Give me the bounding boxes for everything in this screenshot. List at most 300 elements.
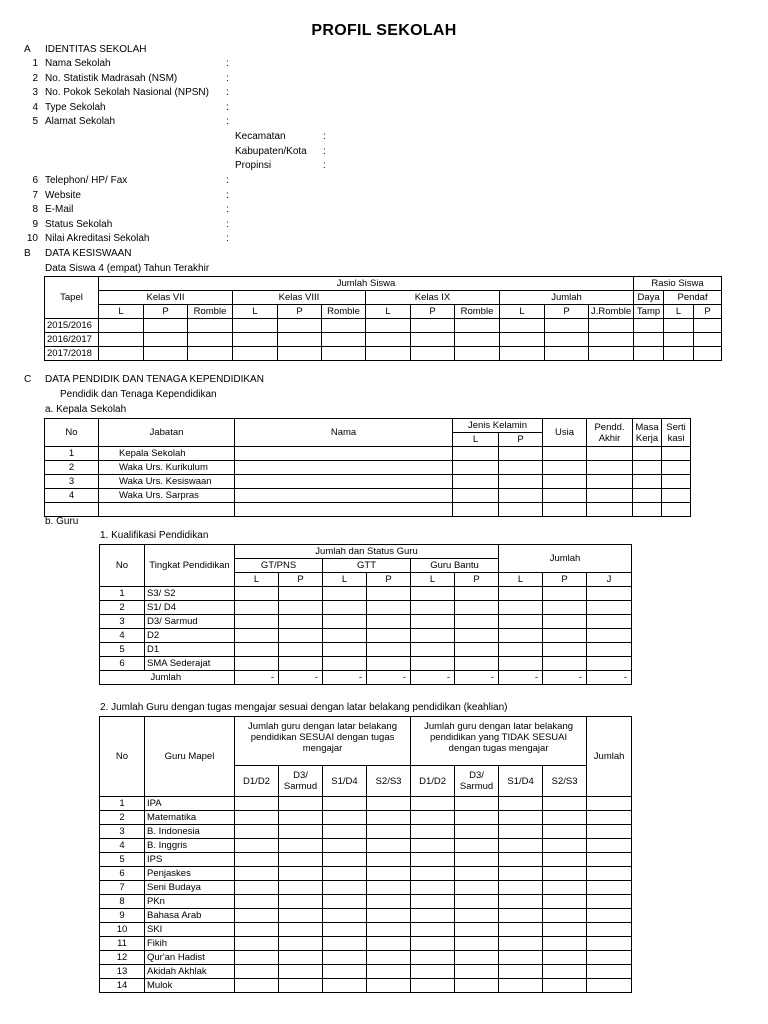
- empty-cell: [366, 319, 411, 333]
- table-row: [100, 825, 632, 839]
- kualifikasi-table: [99, 544, 632, 685]
- field-colon: :: [226, 233, 229, 245]
- sub-header: L: [235, 573, 279, 587]
- empty-cell: [694, 319, 722, 333]
- header-rasio-siswa: Rasio Siswa: [634, 277, 722, 291]
- table-row: [100, 979, 632, 993]
- tingkat-cell: D2: [145, 629, 235, 643]
- sub-header: P: [455, 573, 499, 587]
- empty-cell: [367, 825, 411, 839]
- header-jabatan: Jabatan: [99, 419, 235, 447]
- empty-cell: [235, 867, 279, 881]
- empty-cell: [543, 643, 587, 657]
- empty-cell: [367, 853, 411, 867]
- empty-cell: [367, 643, 411, 657]
- empty-cell: [543, 489, 587, 503]
- sub-header: L: [366, 305, 411, 319]
- empty-cell: [499, 867, 543, 881]
- total-cell: -: [367, 671, 411, 685]
- empty-cell: [279, 867, 323, 881]
- row-number: 2: [100, 601, 145, 615]
- empty-cell: [279, 881, 323, 895]
- field-number: 2: [32, 72, 38, 84]
- header-kelas-ix: Kelas IX: [366, 291, 500, 305]
- empty-cell: [500, 347, 545, 361]
- address-sub-label: Kabupaten/Kota: [235, 145, 307, 157]
- empty-cell: [694, 347, 722, 361]
- empty-cell: [662, 447, 691, 461]
- empty-cell: [499, 811, 543, 825]
- table-row: [100, 629, 632, 643]
- header-jumlah-status: Jumlah dan Status Guru: [235, 545, 499, 559]
- empty-cell: [279, 825, 323, 839]
- header-s1d4: S1/D4: [323, 766, 367, 797]
- empty-cell: [411, 629, 455, 643]
- year-cell: 2016/2017: [45, 333, 99, 347]
- empty-cell: [543, 657, 587, 671]
- tingkat-cell: SMA Sederajat: [145, 657, 235, 671]
- empty-cell: [543, 587, 587, 601]
- empty-cell: [543, 475, 587, 489]
- empty-cell: [323, 643, 367, 657]
- empty-cell: [323, 923, 367, 937]
- field-label: Nama Sekolah: [45, 58, 111, 69]
- empty-cell: [587, 489, 633, 503]
- empty-cell: [543, 503, 587, 517]
- empty-cell: [367, 923, 411, 937]
- empty-cell: [45, 503, 99, 517]
- empty-cell: [233, 319, 278, 333]
- row-number: 12: [100, 951, 145, 965]
- field-number: 7: [32, 189, 38, 201]
- empty-cell: [279, 895, 323, 909]
- empty-cell: [499, 881, 543, 895]
- empty-cell: [543, 867, 587, 881]
- empty-cell: [323, 839, 367, 853]
- mapel-label: 2. Jumlah Guru dengan tugas mengajar sesuai dengan latar belakang pendidikan (keahlian): [100, 702, 508, 713]
- table-row: [100, 811, 632, 825]
- total-cell: -: [587, 671, 632, 685]
- jabatan-cell: Waka Urs. Kesiswaan: [99, 475, 235, 489]
- empty-cell: [367, 979, 411, 993]
- empty-cell: [411, 965, 455, 979]
- empty-cell: [411, 797, 455, 811]
- total-cell: -: [455, 671, 499, 685]
- empty-cell: [587, 867, 632, 881]
- table-row: [100, 657, 632, 671]
- sub-header: P: [367, 573, 411, 587]
- empty-cell: [366, 333, 411, 347]
- header-no: No: [45, 419, 99, 447]
- empty-cell: [279, 853, 323, 867]
- row-number: 11: [100, 937, 145, 951]
- empty-cell: [411, 923, 455, 937]
- empty-cell: [235, 881, 279, 895]
- section-c-letter: C: [24, 374, 32, 385]
- row-number: 10: [100, 923, 145, 937]
- empty-cell: [323, 601, 367, 615]
- empty-cell: [543, 881, 587, 895]
- empty-cell: [235, 979, 279, 993]
- total-label: Jumlah: [145, 671, 235, 685]
- empty-cell: [411, 979, 455, 993]
- sub-header: J.Romble: [589, 305, 634, 319]
- empty-cell: [662, 475, 691, 489]
- header-gtpns: GT/PNS: [235, 559, 323, 573]
- field-colon: :: [226, 189, 229, 201]
- empty-cell: [587, 951, 632, 965]
- empty-cell: [543, 853, 587, 867]
- empty-cell: [587, 839, 632, 853]
- empty-cell: [545, 333, 589, 347]
- header-kelas-vii: Kelas VII: [99, 291, 233, 305]
- row-number: 5: [100, 643, 145, 657]
- row-number: 4: [100, 839, 145, 853]
- empty-cell: [455, 333, 500, 347]
- empty-cell: [543, 601, 587, 615]
- empty-cell: [323, 657, 367, 671]
- empty-cell: [411, 881, 455, 895]
- empty-cell: [235, 965, 279, 979]
- empty-cell: [367, 895, 411, 909]
- empty-cell: [235, 629, 279, 643]
- table-row: [45, 475, 691, 489]
- empty-cell: [279, 797, 323, 811]
- empty-cell: [278, 319, 322, 333]
- header-pendd-akhir: Pendd. Akhir: [587, 419, 633, 447]
- header-p: P: [499, 433, 543, 447]
- empty-cell: [278, 347, 322, 361]
- empty-cell: [233, 347, 278, 361]
- row-number: 6: [100, 657, 145, 671]
- field-colon: :: [226, 218, 229, 230]
- header-jumlah: Jumlah: [500, 291, 634, 305]
- kepala-label: a. Kepala Sekolah: [45, 404, 127, 415]
- empty-cell: [453, 461, 499, 475]
- field-number: 1: [32, 58, 38, 69]
- sub-header: P: [279, 573, 323, 587]
- field-colon: :: [226, 204, 229, 216]
- empty-cell: [634, 333, 664, 347]
- empty-cell: [279, 923, 323, 937]
- mapel-cell: Fikih: [145, 937, 235, 951]
- empty-cell: [633, 475, 662, 489]
- empty-cell: [664, 333, 694, 347]
- field-colon: :: [226, 58, 229, 69]
- empty-cell: [411, 347, 455, 361]
- total-cell: -: [499, 671, 543, 685]
- empty-cell: [499, 601, 543, 615]
- header-pendaf: Pendaf: [664, 291, 722, 305]
- header-sertifikasi: Serti kasi: [662, 419, 691, 447]
- field-number: 8: [32, 204, 38, 216]
- empty-cell: [235, 503, 453, 517]
- mapel-cell: Matematika: [145, 811, 235, 825]
- empty-cell: [587, 643, 632, 657]
- empty-cell: [455, 937, 499, 951]
- empty-cell: [500, 333, 545, 347]
- empty-cell: [633, 503, 662, 517]
- empty-cell: [633, 447, 662, 461]
- row-number: 1: [100, 587, 145, 601]
- empty-cell: [587, 909, 632, 923]
- empty-cell: [499, 461, 543, 475]
- empty-cell: [411, 853, 455, 867]
- empty-cell: [587, 853, 632, 867]
- empty-cell: [633, 489, 662, 503]
- field-label: No. Pokok Sekolah Nasional (NPSN): [45, 87, 209, 99]
- header-gtt: GTT: [323, 559, 411, 573]
- field-label: Status Sekolah: [45, 218, 113, 230]
- table-row: [100, 923, 632, 937]
- table-row: [45, 447, 691, 461]
- mapel-cell: Qur'an Hadist: [145, 951, 235, 965]
- empty-cell: [634, 319, 664, 333]
- field-label: Type Sekolah: [45, 101, 106, 113]
- field-colon: :: [226, 116, 229, 128]
- empty-cell: [499, 475, 543, 489]
- header-daya: Daya: [634, 291, 664, 305]
- empty-cell: [455, 319, 500, 333]
- empty-cell: [455, 615, 499, 629]
- empty-cell: [323, 937, 367, 951]
- field-label: Alamat Sekolah: [45, 116, 116, 128]
- table-row: [100, 965, 632, 979]
- empty-cell: [455, 881, 499, 895]
- empty-cell: [235, 839, 279, 853]
- empty-cell: [235, 461, 453, 475]
- field-label: Telephon/ HP/ Fax: [45, 175, 128, 186]
- empty-cell: [279, 657, 323, 671]
- empty-cell: [589, 333, 634, 347]
- row-number: 8: [100, 895, 145, 909]
- empty-cell: [587, 461, 633, 475]
- row-number: 1: [45, 447, 99, 461]
- empty-cell: [144, 347, 188, 361]
- empty-cell: [235, 797, 279, 811]
- empty-cell: [99, 347, 144, 361]
- header-d1d2: D1/D2: [235, 766, 279, 797]
- empty-cell: [455, 643, 499, 657]
- empty-cell: [367, 951, 411, 965]
- header-tapel: Tapel: [45, 277, 99, 319]
- empty-cell: [543, 965, 587, 979]
- table-row: [100, 797, 632, 811]
- empty-cell: [455, 825, 499, 839]
- empty-cell: [455, 965, 499, 979]
- table-row: [45, 489, 691, 503]
- empty-cell: [499, 979, 543, 993]
- empty-cell: [543, 461, 587, 475]
- empty-cell: [499, 503, 543, 517]
- empty-cell: [279, 937, 323, 951]
- empty-cell: [235, 489, 453, 503]
- empty-cell: [499, 797, 543, 811]
- total-cell: -: [411, 671, 455, 685]
- empty-cell: [411, 657, 455, 671]
- empty-cell: [411, 867, 455, 881]
- empty-cell: [587, 895, 632, 909]
- empty-cell: [455, 601, 499, 615]
- empty-cell: [543, 629, 587, 643]
- table-row: [100, 867, 632, 881]
- empty-cell: [323, 587, 367, 601]
- sub-header: P: [694, 305, 722, 319]
- sub-header: L: [500, 305, 545, 319]
- empty-cell: [367, 629, 411, 643]
- row-number: 5: [100, 853, 145, 867]
- empty-cell: [323, 629, 367, 643]
- empty-cell: [235, 923, 279, 937]
- empty-cell: [499, 839, 543, 853]
- empty-cell: [323, 867, 367, 881]
- empty-cell: [499, 629, 543, 643]
- field-label: Nilai Akreditasi Sekolah: [45, 233, 150, 245]
- empty-cell: [543, 923, 587, 937]
- field-number: 4: [32, 101, 38, 113]
- table-row: [100, 881, 632, 895]
- empty-cell: [411, 895, 455, 909]
- jabatan-cell: Waka Urs. Kurikulum: [99, 461, 235, 475]
- empty-cell: [499, 853, 543, 867]
- field-colon: :: [226, 101, 229, 113]
- field-number: 10: [26, 233, 38, 245]
- header-sesuai: Jumlah guru dengan latar belakang pendidikan SESUAI dengan tugas mengajar: [235, 717, 411, 766]
- empty-cell: [279, 951, 323, 965]
- sub-header: Romble: [322, 305, 366, 319]
- empty-cell: [455, 839, 499, 853]
- empty-cell: [499, 895, 543, 909]
- header-masa-kerja: Masa Kerja: [633, 419, 662, 447]
- section-a-letter: A: [24, 44, 31, 55]
- table-row: [45, 347, 722, 361]
- empty-cell: [323, 615, 367, 629]
- empty-cell: [587, 979, 632, 993]
- empty-cell: [455, 979, 499, 993]
- empty-cell: [662, 461, 691, 475]
- empty-cell: [545, 319, 589, 333]
- empty-cell: [587, 965, 632, 979]
- total-cell: -: [543, 671, 587, 685]
- empty-cell: [323, 951, 367, 965]
- empty-cell: [664, 347, 694, 361]
- empty-cell: [634, 347, 664, 361]
- empty-cell: [455, 797, 499, 811]
- empty-cell: [455, 909, 499, 923]
- guru-label: b. Guru: [45, 516, 79, 527]
- empty-cell: [455, 347, 500, 361]
- table-row: [100, 909, 632, 923]
- section-c-heading: DATA PENDIDIK DAN TENAGA KEPENDIDIKAN: [45, 374, 264, 385]
- empty-cell: [367, 587, 411, 601]
- empty-cell: [499, 489, 543, 503]
- table-row: [100, 601, 632, 615]
- empty-cell: [235, 587, 279, 601]
- row-number: 13: [100, 965, 145, 979]
- empty-cell: [587, 937, 632, 951]
- empty-cell: [367, 811, 411, 825]
- empty-cell: [100, 671, 145, 685]
- empty-cell: [499, 937, 543, 951]
- header-nama: Nama: [235, 419, 453, 447]
- empty-cell: [589, 319, 634, 333]
- sub-header: L: [233, 305, 278, 319]
- table-row: [100, 587, 632, 601]
- empty-cell: [694, 333, 722, 347]
- sub-header: P: [545, 305, 589, 319]
- empty-cell: [235, 601, 279, 615]
- table-row: [100, 643, 632, 657]
- empty-cell: [279, 629, 323, 643]
- field-number: 6: [32, 175, 38, 186]
- table-row: [100, 951, 632, 965]
- empty-cell: [587, 797, 632, 811]
- total-cell: -: [279, 671, 323, 685]
- empty-cell: [367, 601, 411, 615]
- empty-cell: [455, 895, 499, 909]
- empty-cell: [543, 825, 587, 839]
- kepala-table: [44, 418, 691, 517]
- empty-cell: [188, 347, 233, 361]
- empty-cell: [543, 447, 587, 461]
- empty-cell: [411, 601, 455, 615]
- empty-cell: [323, 909, 367, 923]
- field-colon: :: [323, 145, 326, 157]
- empty-cell: [323, 811, 367, 825]
- empty-cell: [499, 447, 543, 461]
- header-d3-sarmud: D3/ Sarmud: [279, 766, 323, 797]
- empty-cell: [453, 475, 499, 489]
- student-data-table: [44, 276, 722, 361]
- total-cell: -: [323, 671, 367, 685]
- header-jumlah: Jumlah: [587, 717, 632, 797]
- empty-cell: [367, 839, 411, 853]
- empty-cell: [235, 447, 453, 461]
- empty-cell: [279, 811, 323, 825]
- empty-cell: [543, 811, 587, 825]
- mapel-cell: Seni Budaya: [145, 881, 235, 895]
- header-s2s3: S2/S3: [367, 766, 411, 797]
- empty-cell: [587, 447, 633, 461]
- row-number: 3: [100, 615, 145, 629]
- empty-cell: [235, 657, 279, 671]
- empty-cell: [543, 951, 587, 965]
- empty-cell: [543, 909, 587, 923]
- sub-header: L: [664, 305, 694, 319]
- header-usia: Usia: [543, 419, 587, 447]
- mapel-table: [99, 716, 632, 993]
- empty-cell: [322, 347, 366, 361]
- mapel-cell: PKn: [145, 895, 235, 909]
- empty-cell: [188, 319, 233, 333]
- empty-cell: [322, 319, 366, 333]
- empty-cell: [587, 503, 633, 517]
- tingkat-cell: D3/ Sarmud: [145, 615, 235, 629]
- empty-cell: [235, 643, 279, 657]
- empty-cell: [455, 951, 499, 965]
- table-row: [45, 503, 691, 517]
- empty-cell: [279, 839, 323, 853]
- field-number: 3: [32, 87, 38, 99]
- field-colon: :: [323, 131, 326, 142]
- empty-cell: [453, 489, 499, 503]
- row-number: 3: [45, 475, 99, 489]
- empty-cell: [500, 319, 545, 333]
- header-s1d4: S1/D4: [499, 766, 543, 797]
- empty-cell: [411, 333, 455, 347]
- empty-cell: [455, 629, 499, 643]
- empty-cell: [453, 447, 499, 461]
